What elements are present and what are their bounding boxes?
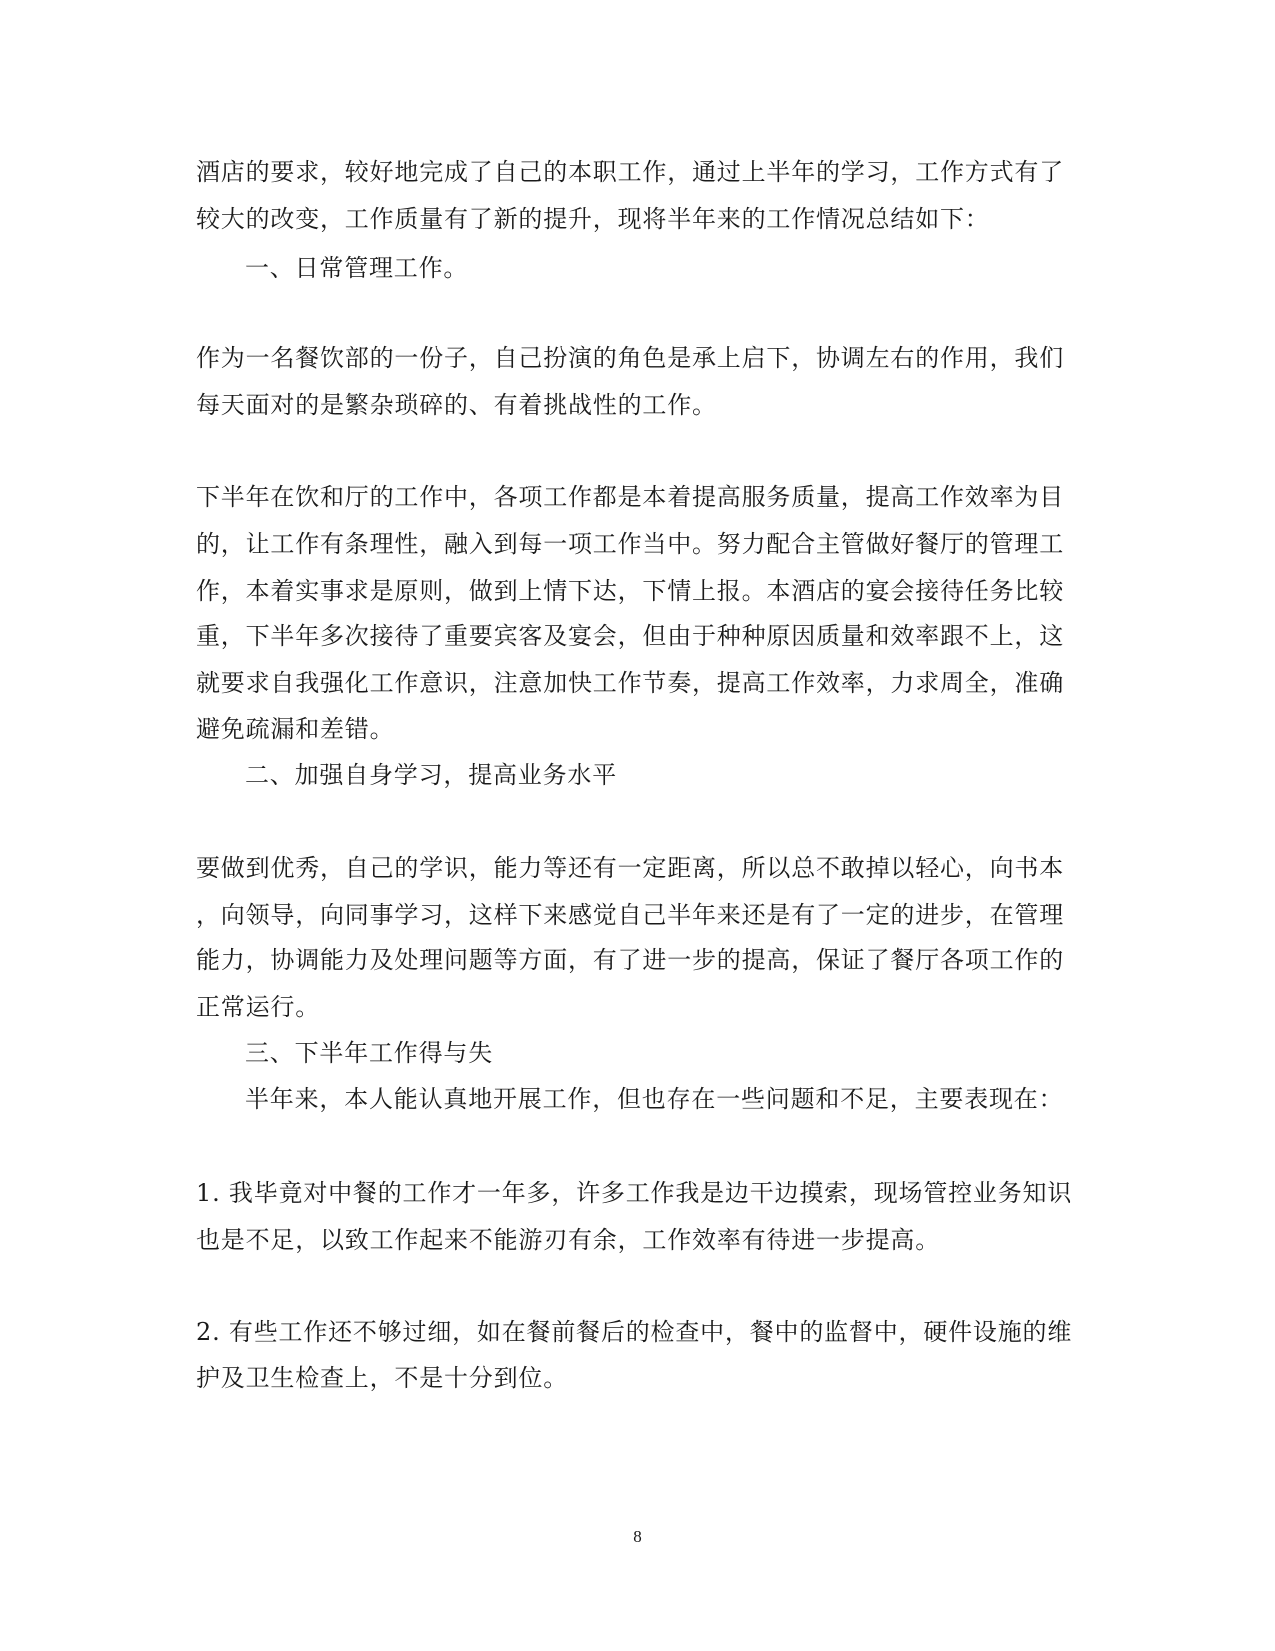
list-item: 1. 我毕竟对中餐的工作才一年多，许多工作我是边干边摸索，现场管控业务知识 — [196, 1179, 1073, 1207]
text-line: 的，让工作有条理性，融入到每一项工作当中。努力配合主管做好餐厅的管理工 — [196, 530, 1064, 558]
text-line: 重，下半年多次接待了重要宾客及宴会，但由于种种原因质量和效率跟不上，这 — [196, 622, 1064, 650]
text-line: 护及卫生检查上，不是十分到位。 — [196, 1364, 568, 1392]
text-line: 较大的改变，工作质量有了新的提升，现将半年来的工作情况总结如下： — [196, 205, 990, 233]
text-line: 避免疏漏和差错。 — [196, 715, 395, 743]
text-line: 要做到优秀，自己的学识，能力等还有一定距离，所以总不敢掉以轻心，向书本 — [196, 854, 1064, 882]
list-item: 2. 有些工作还不够过细，如在餐前餐后的检查中，餐中的监督中，硬件设施的维 — [196, 1318, 1073, 1346]
section-heading: 一、日常管理工作。 — [245, 254, 469, 282]
text-line: 作，本着实事求是原则，做到上情下达，下情上报。本酒店的宴会接待任务比较 — [196, 577, 1064, 605]
text-line: 就要求自我强化工作意识，注意加快工作节奏，提高工作效率，力求周全，准确 — [196, 669, 1064, 697]
text-line: 下半年在饮和厅的工作中，各项工作都是本着提高服务质量，提高工作效率为目 — [196, 483, 1064, 511]
text-line: 作为一名餐饮部的一份子，自己扮演的角色是承上启下，协调左右的作用，我们 — [196, 344, 1064, 372]
text-line: 正常运行。 — [196, 993, 320, 1021]
page-number: 8 — [633, 1527, 642, 1546]
text-line: 也是不足，以致工作起来不能游刃有余，工作效率有待进一步提高。 — [196, 1226, 940, 1254]
text-line: ，向领导，向同事学习，这样下来感觉自己半年来还是有了一定的进步，在管理 — [196, 901, 1064, 929]
text-line: 能力，协调能力及处理问题等方面，有了进一步的提高，保证了餐厅各项工作的 — [196, 946, 1064, 974]
text-line: 半年来，本人能认真地开展工作，但也存在一些问题和不足，主要表现在： — [245, 1085, 1064, 1113]
section-heading: 三、下半年工作得与失 — [245, 1039, 493, 1067]
text-line: 每天面对的是繁杂琐碎的、有着挑战性的工作。 — [196, 391, 717, 419]
text-line: 酒店的要求，较好地完成了自己的本职工作，通过上半年的学习，工作方式有了 — [196, 158, 1064, 186]
section-heading: 二、加强自身学习，提高业务水平 — [245, 761, 617, 789]
